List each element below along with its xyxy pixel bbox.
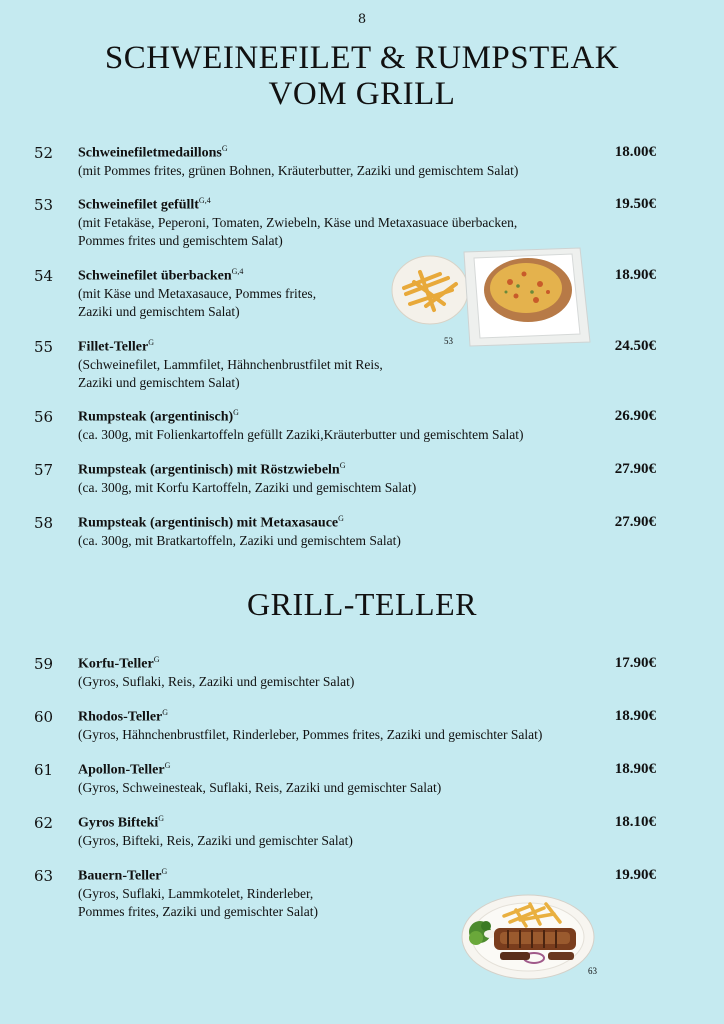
item-name: Korfu-Teller$^G$ [78,655,160,672]
item-price: 19.50€ [614,196,656,212]
item-price: 18.90€ [614,761,656,777]
item-price: 18.00€ [614,144,656,160]
item-price: 24.50€ [614,338,656,354]
item-price: 19.90€ [614,867,656,883]
item-description: (mit Fetakäse, Peperoni, Tomaten, Zwiebeln, Käse und Metaxasuace überbacken, Pommes frites und gemischtem Salat) [78,215,518,248]
section-title-line1: SCHWEINEFILET & RUMPSTEAK [104,40,620,76]
item-description: (Gyros, Suflaki, Lammkotelet, Rinderleber, Pommes frites, Zaziki und gemischter Salat) [78,886,318,919]
dish-photo-bauern-teller [460,892,596,982]
item-number: 59 [34,655,54,673]
item-name: Rumpsteak (argentinisch)$^G$ [78,408,239,425]
item-number: 62 [34,814,54,832]
item-name: Rumpsteak (argentinisch) mit Röstzwiebeln$^G$ [78,461,346,478]
item-number: 53 [34,196,54,214]
item-name: Gyros Bifteki$^G$ [78,814,165,831]
item-price: 18.90€ [614,267,656,283]
item-description: (Schweinefilet, Lammfilet, Hähnchenbrustfilet mit Reis, Zaziki und gemischtem Salat) [78,357,383,390]
item-number: 57 [34,461,54,479]
photo-caption: 63 [588,966,597,976]
item-description: (Gyros, Hähnchenbrustfilet, Rinderleber, Pommes frites, Zaziki und gemischter Salat) [78,727,543,742]
item-number: 55 [34,338,54,356]
item-name: Schweinefilet gefüllt$^{G,4}$ [78,196,211,213]
item-description: (ca. 300g, mit Folienkartoffeln gefüllt Zaziki,Kräuterbutter und gemischtem Salat) [78,427,524,442]
item-price: 26.90€ [614,408,656,424]
item-number: 52 [34,144,54,162]
item-number: 60 [34,708,54,726]
item-description: (Gyros, Bifteki, Reis, Zaziki und gemischter Salat) [78,833,353,848]
item-price: 18.90€ [614,708,656,724]
item-number: 58 [34,514,54,532]
item-price: 27.90€ [614,514,656,530]
section-title-grill-teller: GRILL-TELLER [247,586,477,622]
photo-caption: 53 [444,336,453,346]
section-title-line2: VOM GRILL [268,76,456,112]
item-name: Fillet-Teller$^G$ [78,338,155,355]
item-name: Apollon-Teller$^G$ [78,761,171,778]
dish-photo-schweinefilet [390,244,592,348]
item-description: (ca. 300g, mit Bratkartoffeln, Zaziki und gemischtem Salat) [78,533,401,548]
item-price: 17.90€ [614,655,656,671]
item-number: 63 [34,867,54,885]
item-price: 18.10€ [614,814,656,830]
item-description: (mit Pommes frites, grünen Bohnen, Kräuterbutter, Zaziki und gemischtem Salat) [78,163,519,178]
page-number: 8 [357,12,367,27]
item-name: Schweinefilet überbacken$^{G,4}$ [78,267,244,284]
section-title-schweinefilet [0,40,724,112]
item-description: (Gyros, Schweinesteak, Suflaki, Reis, Zaziki und gemischter Salat) [78,780,442,795]
item-name: Rhodos-Teller$^G$ [78,708,169,725]
item-number: 61 [34,761,54,779]
item-name: Bauern-Teller$^G$ [78,867,168,884]
item-number: 56 [34,408,54,426]
item-name: Schweinefiletmedaillons$^G$ [78,144,228,161]
item-number: 54 [34,267,54,285]
item-description: (mit Käse und Metaxasauce, Pommes frites, Zaziki und gemischtem Salat) [78,286,317,319]
item-description: (ca. 300g, mit Korfu Kartoffeln, Zaziki und gemischtem Salat) [78,480,417,495]
item-description: (Gyros, Suflaki, Reis, Zaziki und gemischter Salat) [78,674,355,689]
item-price: 27.90€ [614,461,656,477]
item-name: Rumpsteak (argentinisch) mit Metaxasauce$^G$ [78,514,344,531]
